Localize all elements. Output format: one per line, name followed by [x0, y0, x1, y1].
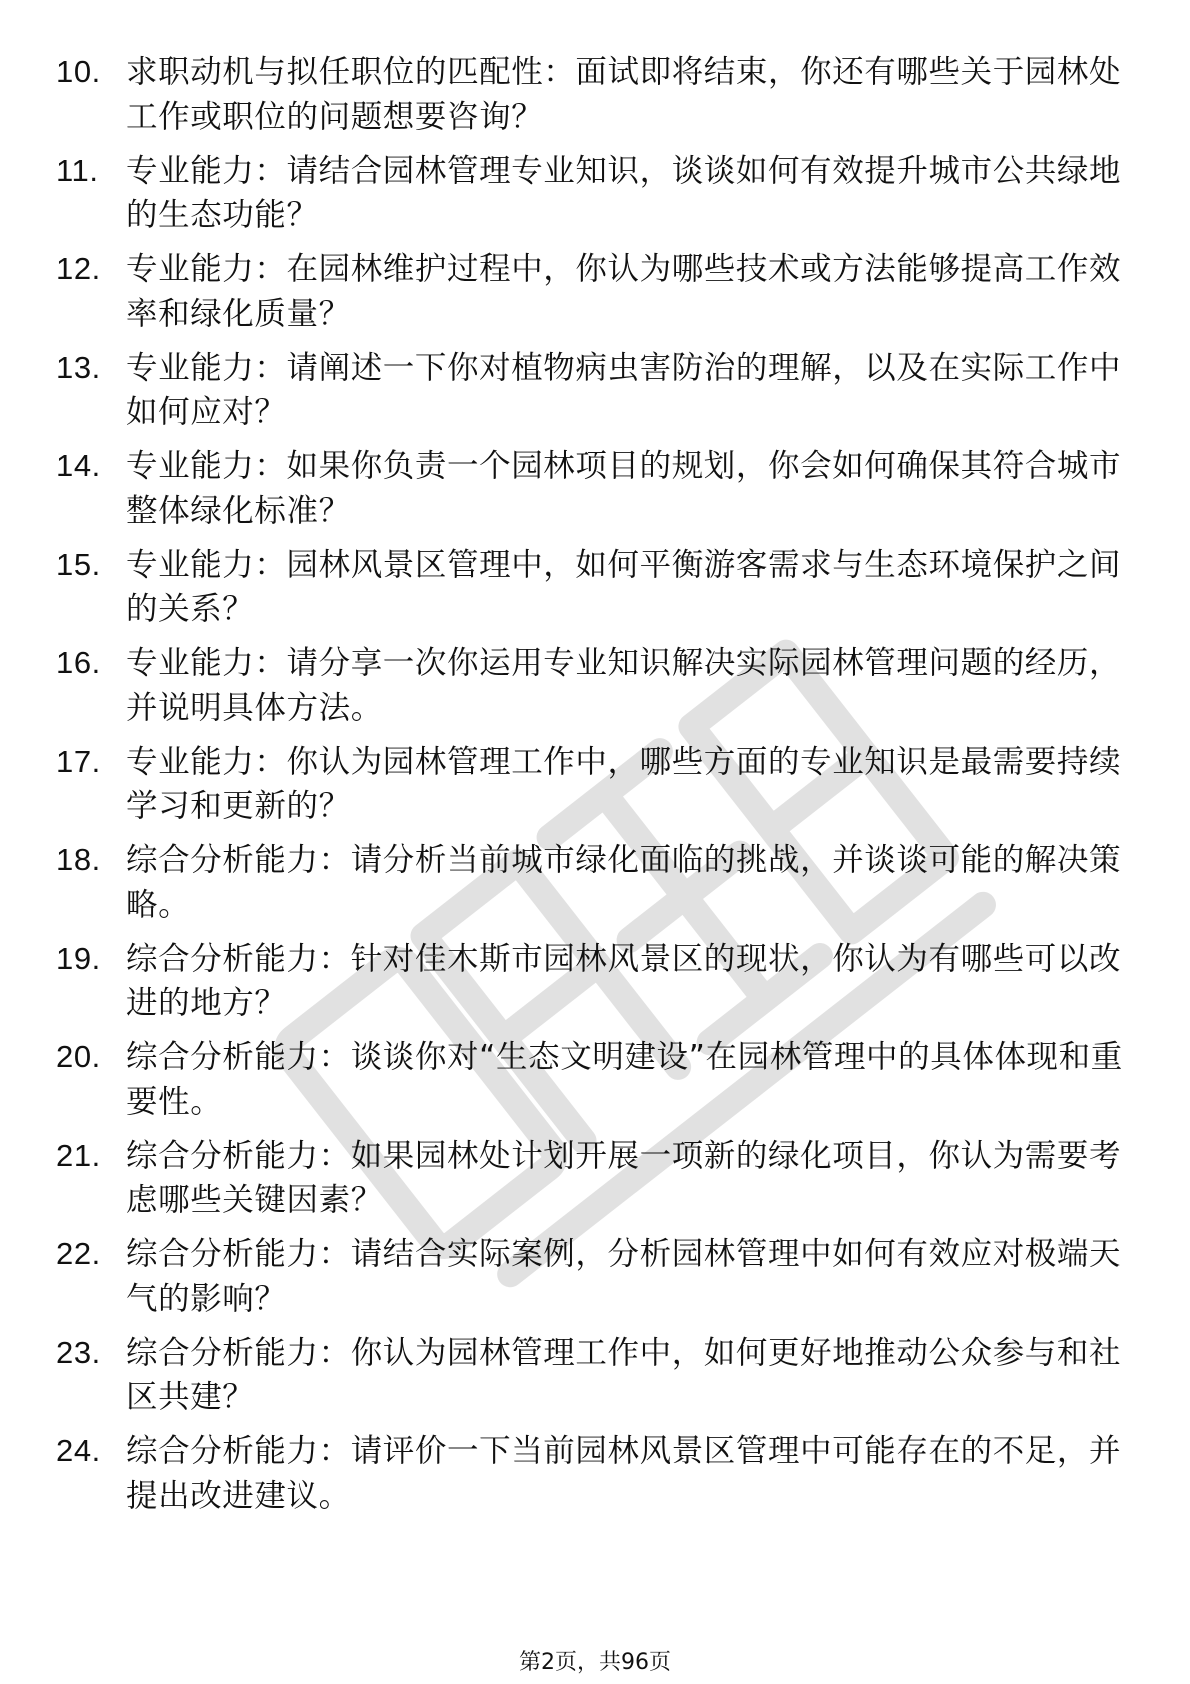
question-number: 16. — [56, 645, 101, 680]
question-item — [56, 1035, 1136, 1124]
question-item — [56, 838, 1136, 927]
question-number: 10. — [56, 54, 101, 89]
question-item — [56, 641, 1136, 730]
question-item — [56, 1232, 1136, 1321]
question-item — [56, 247, 1136, 336]
question-number: 17. — [56, 743, 101, 779]
question-text: 综合分析能力：谈谈你对“生态文明建设”在园林管理中的具体体现和重要性。 — [126, 1039, 1123, 1120]
question-text: 专业能力：请结合园林管理专业知识，谈谈如何有效提升城市公共绿地的生态功能？ — [126, 152, 1122, 233]
question-number: 14. — [56, 448, 101, 483]
question-item — [56, 444, 1136, 533]
question-item — [56, 1331, 1136, 1420]
question-item — [56, 149, 1136, 238]
question-text: 专业能力：园林风景区管理中，如何平衡游客需求与生态环境保护之间的关系？ — [126, 546, 1122, 627]
question-text: 综合分析能力：针对佳木斯市园林风景区的现状，你认为有哪些可以改进的地方？ — [126, 940, 1122, 1021]
question-list — [56, 50, 1136, 1528]
question-number: 22. — [56, 1236, 101, 1271]
question-number: 19. — [56, 940, 101, 976]
question-number: 12. — [56, 251, 101, 286]
question-item — [56, 1429, 1136, 1518]
question-number: 13. — [56, 349, 101, 385]
page-number-label: 第2页，共96页 — [519, 1650, 671, 1675]
question-item — [56, 50, 1136, 139]
question-text: 综合分析能力：如果园林处计划开展一项新的绿化项目，你认为需要考虑哪些关键因素？ — [126, 1137, 1122, 1218]
question-text: 专业能力：请阐述一下你对植物病虫害防治的理解，以及在实际工作中如何应对？ — [126, 349, 1122, 430]
question-number: 18. — [56, 842, 101, 877]
question-text: 专业能力：如果你负责一个园林项目的规划，你会如何确保其符合城市整体绿化标准？ — [126, 448, 1122, 529]
question-text: 专业能力：在园林维护过程中，你认为哪些技术或方法能够提高工作效率和绿化质量？ — [126, 251, 1122, 332]
question-text: 综合分析能力：你认为园林管理工作中，如何更好地推动公众参与和社区共建？ — [126, 1334, 1122, 1415]
page-footer — [0, 1645, 1190, 1676]
question-text: 求职动机与拟任职位的匹配性：面试即将结束，你还有哪些关于园林处工作或职位的问题想要咨询？ — [126, 54, 1122, 135]
question-text: 综合分析能力：请分析当前城市绿化面临的挑战，并谈谈可能的解决策略。 — [126, 842, 1122, 923]
question-text: 专业能力：你认为园林管理工作中，哪些方面的专业知识是最需要持续学习和更新的？ — [126, 743, 1122, 824]
question-item — [56, 543, 1136, 632]
question-item — [56, 1134, 1136, 1223]
question-text: 综合分析能力：请评价一下当前园林风景区管理中可能存在的不足，并提出改进建议。 — [126, 1433, 1122, 1514]
question-item — [56, 740, 1136, 829]
question-number: 11. — [56, 152, 99, 188]
question-text: 综合分析能力：请结合实际案例，分析园林管理中如何有效应对极端天气的影响？ — [126, 1236, 1122, 1317]
question-item — [56, 346, 1136, 435]
question-number: 20. — [56, 1039, 101, 1074]
question-text: 专业能力：请分享一次你运用专业知识解决实际园林管理问题的经历，并说明具体方法。 — [126, 645, 1122, 726]
question-number: 21. — [56, 1137, 101, 1173]
question-number: 23. — [56, 1334, 101, 1370]
question-number: 24. — [56, 1433, 101, 1468]
question-item — [56, 937, 1136, 1026]
question-number: 15. — [56, 546, 101, 582]
